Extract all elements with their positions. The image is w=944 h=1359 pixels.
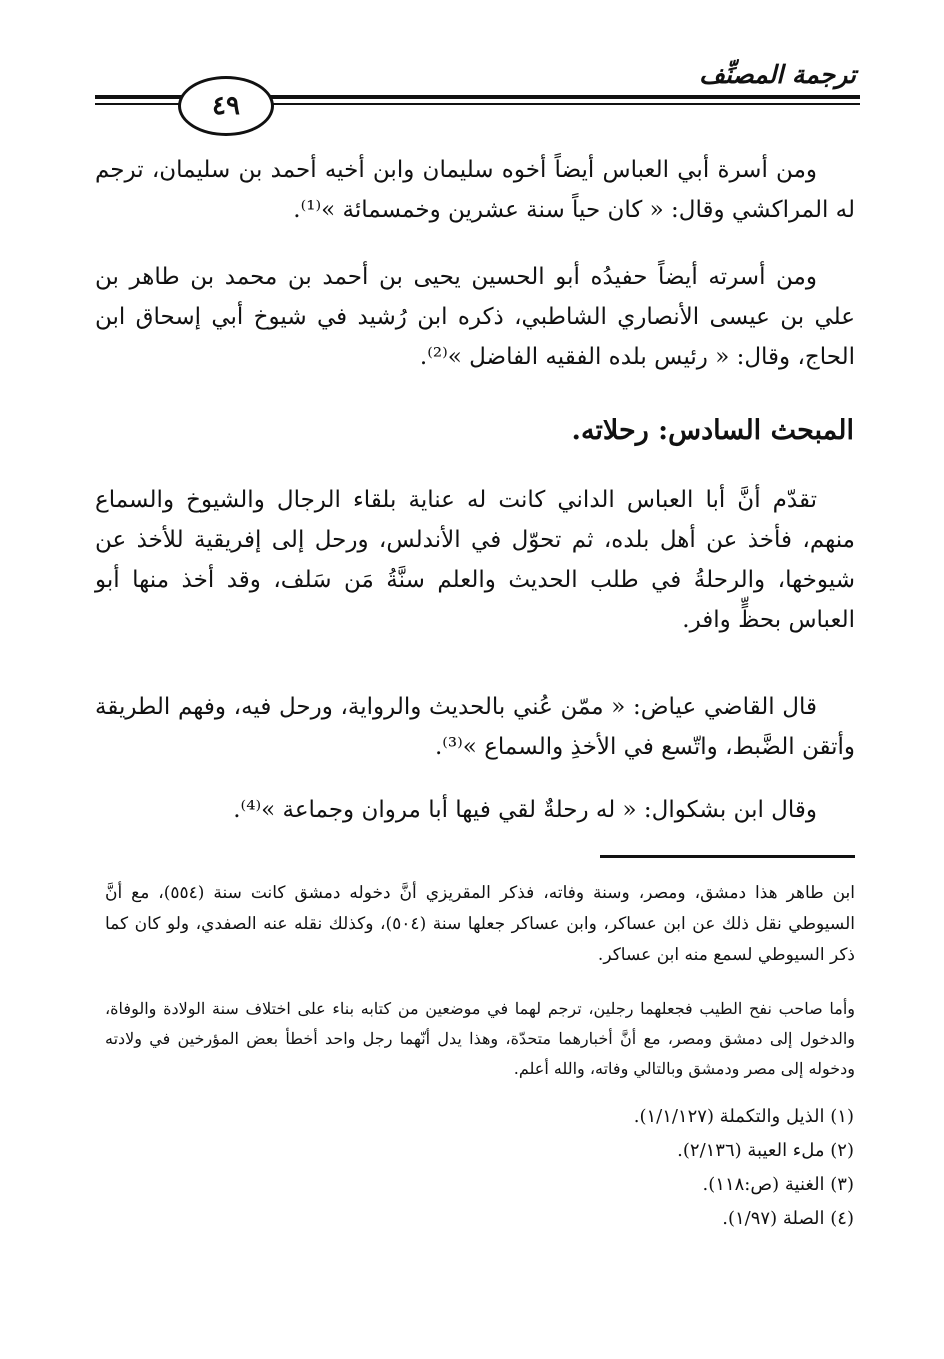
footnote-ref-2: (٢) ملء العيبة (٢/١٣٦). <box>677 1140 854 1161</box>
section-heading: المبحث السادس: رحلاته. <box>571 415 854 446</box>
footnote-continuation-2-text: وأما صاحب نفح الطيب فجعلهما رجلين، ترجم لهما في موضعين من كتابه بناء على اختلاف سنة الولادة والوفاة، والدخول إلى دمشق ومصر، مع أنَّ أخبارهما متحدّة، وهذا يدل أنّهما رجل واحد أخطأ بعض المؤرخين في ولادته ودخوله إلى مصر ودمشق وبالتالي وفاته، والله أعلم. <box>105 999 855 1078</box>
footnote-references <box>154 1100 854 1236</box>
paragraph-3-text: تقدّم أنَّ أبا العباس الداني كانت له عناية بلقاء الرجال والشيوخ والسماع منهم، فأخذ عن أهل بلده، ثم تحوّل في الأندلس، ورحل إلى إفريقية للأخذ عن شيوخها، والرحلةُ في طلب الحديث والعلم سنَّةُ مَن سَلف، وقد أخذ منها أبو العباس بحظٍّ وافر. <box>95 487 855 633</box>
running-title: ترجمة المصنِّف <box>699 60 856 89</box>
paragraph-4-text: قال القاضي عياض: « ممّن عُني بالحديث والرواية، ورحل فيه، وفهم الطريقة وأتقن الضَّبط، واتّسع في الأخذِ والسماع »⁽³⁾. <box>95 694 855 760</box>
page-number <box>178 76 274 136</box>
paragraph-5-text: وقال ابن بشكوال: « له رحلةٌ لقي فيها أبا مروان وجماعة »⁽⁴⁾. <box>233 797 817 823</box>
paragraph-5 <box>95 790 855 830</box>
footnote-continuation-1-text: ابن طاهر هذا دمشق، ومصر، وسنة وفاته، فذكر المقريزي أنَّ دخوله دمشق كانت سنة (٥٥٤)، مع أنَّ السيوطي نقل ذلك عن ابن عساكر، وابن عساكر جعلها سنة (٥٠٤)، وكذلك نقله عنه الصفدي، ولو كان كما ذكر السيوطي لسمع منه ابن عساكر. <box>105 883 855 965</box>
paragraph-3 <box>95 480 855 640</box>
paragraph-2-text: ومن أسرته أيضاً حفيدُه أبو الحسين يحيى بن أحمد بن محمد بن طاهر بن علي بن عيسى الأنصاري الشاطبي، ذكره ابن رُشيد في شيوخ أبي إسحاق ابن الحاج، وقال: « رئيس بلده الفقيه الفاضل »⁽²⁾. <box>95 264 855 370</box>
paragraph-2 <box>95 257 855 377</box>
footnote-ref-3: (٣) الغنية (ص:١١٨). <box>702 1174 854 1195</box>
footnote-continuation-2 <box>105 994 855 1084</box>
footnote-separator <box>600 855 855 858</box>
footnote-continuation-1 <box>105 878 855 971</box>
paragraph-1-text: ومن أسرة أبي العباس أيضاً أخوه سليمان وابن أخيه أحمد بن سليمان، ترجم له المراكشي وقال: « كان حياً سنة عشرين وخمسمائة »⁽¹⁾. <box>95 157 855 223</box>
paragraph-1 <box>95 150 855 230</box>
paragraph-4 <box>95 687 855 767</box>
footnote-ref-1: (١) الذيل والتكملة (١/١/١٢٧). <box>633 1106 854 1127</box>
page-number-text: ٤٩ <box>212 91 240 121</box>
footnote-ref-4: (٤) الصلة (١/٩٧). <box>722 1208 854 1229</box>
